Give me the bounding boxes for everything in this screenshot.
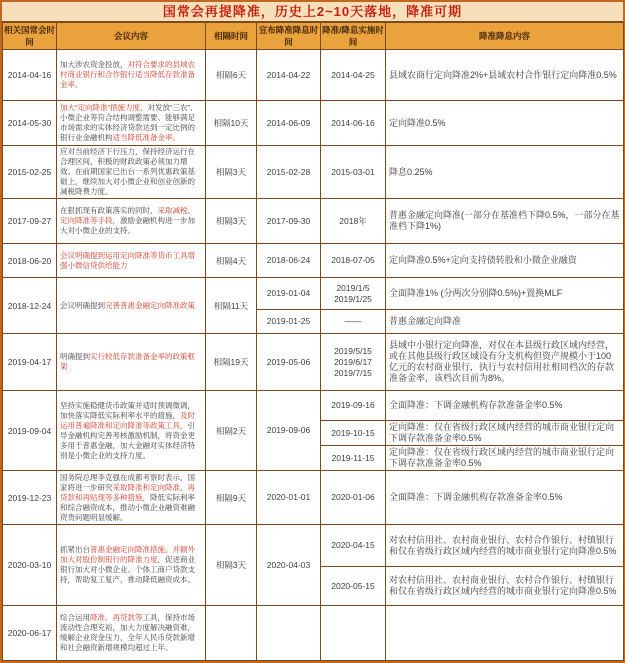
implement-date-cell: [321, 606, 386, 661]
interval-cell: 相隔9天: [206, 471, 257, 525]
announce-date-cell: 2019-05-06: [257, 334, 321, 391]
implement-date-cell: 2019-09-16: [321, 391, 386, 421]
plain-text: 国务院总理李克强在成都考察时表示，国家将进一步研究: [60, 472, 195, 492]
plain-text: 在狠抓现有政策落实的同时，: [60, 206, 158, 215]
header-meeting-content: 会议内容: [57, 23, 206, 50]
policy-detail-cell: [386, 606, 624, 661]
meeting-content-cell: [57, 391, 206, 471]
policy-detail-cell: 普惠金融定向降准: [386, 310, 624, 334]
table-row: [3, 278, 624, 310]
table-row: [3, 244, 624, 278]
highlighted-text: 会议明确提到运用定向降准等货币工具增强小微信贷供给能力: [60, 250, 195, 270]
implement-date-cell: 2014-04-25: [321, 50, 386, 101]
policy-detail-cell: 全面降准：下调金融机构存款准备金率0.5%: [386, 391, 624, 421]
meeting-date-cell: 2020-03-10: [3, 525, 57, 606]
policy-detail-cell: 对农村信用社、农村商业银行、农村合作银行、村镇银行和仅在省级行政区域内经营的城市商业银行定向降准0.5%: [386, 567, 624, 606]
meeting-content-cell: [57, 199, 206, 244]
implement-date-cell: 2019/5/15 2019/6/17 2019/7/15: [321, 334, 386, 391]
interval-cell: 相隔6天: [206, 50, 257, 101]
table-row: [3, 606, 624, 661]
meeting-content-cell: [57, 244, 206, 278]
plain-text: 坚持实施稳健货币政策并适时预调微调，加快落实降低实际利率水平的措施，: [60, 400, 195, 420]
announce-date-cell: 2019-09-06: [257, 391, 321, 471]
implement-date-cell: 2019-11-15: [321, 446, 386, 471]
implement-date-cell: 2020-05-15: [321, 567, 386, 606]
highlighted-text: 完善普惠金融定向降准政策: [105, 300, 195, 310]
plain-text: 工具，保持市场流动性合理充裕，加大力度解决融资难，缓解企业资金压力，全年人民币贷款新增和社会融资新增规模均超过上年。: [60, 613, 195, 652]
announce-date-cell: 2014-06-09: [257, 101, 321, 146]
plain-text: 综合运用: [60, 613, 90, 622]
interval-cell: 相隔3天: [206, 146, 257, 199]
table-row: [3, 199, 624, 244]
meeting-date-cell: 2018-06-20: [3, 244, 57, 278]
plain-text: 激励金融机构进一步加大对小微企业的支持。: [60, 216, 195, 235]
interval-cell: 相隔11天: [206, 278, 257, 334]
highlighted-text: 普惠金融定向降准措施，并额外加大对股份制银行的降准力度，: [60, 545, 195, 564]
implement-date-cell: 2018年: [321, 199, 386, 244]
policy-detail-cell: 普惠金融定向降准(一部分在基准档下降0.5%，一部分在基准档下降1%): [386, 199, 624, 244]
table-row: [3, 146, 624, 199]
meeting-date-cell: 2014-04-16: [3, 50, 57, 101]
announce-date-cell: [257, 606, 321, 661]
interval-cell: 相隔2天: [206, 391, 257, 471]
meeting-content-cell: [57, 334, 206, 391]
meeting-date-cell: 2019-09-04: [3, 391, 57, 471]
policy-detail-cell: 县域农商行定向降准2%+县域农村合作银行定向降准0.5%: [386, 50, 624, 101]
policy-detail-cell: 定向降准0.5%+定向支持债转股和小微企业融资: [386, 244, 624, 278]
implement-date-cell: 2019-10-15: [321, 421, 386, 446]
plain-text: 降低实际利率和综合融资成本，推动小微企业融资难融资贵问题明显缓解。: [60, 492, 195, 522]
plain-text: 促进商业银行加大对小微企业、个体工商户贷款支持，帮助复工复产，推动降低融资成本。: [60, 555, 195, 584]
announce-date-cell: 2014-04-22: [257, 50, 321, 101]
plain-text: 明确提到: [60, 352, 90, 361]
interval-cell: 相隔10天: [206, 101, 257, 146]
interval-cell: 相隔3天: [206, 199, 257, 244]
meeting-content-cell: [57, 471, 206, 525]
implement-date-cell: 2020-01-06: [321, 471, 386, 525]
header-interval: 相隔时间: [206, 23, 257, 50]
announce-date-cell: 2017-09-30: [257, 199, 321, 244]
meeting-content-cell: [57, 146, 206, 199]
header-meeting-date: 相关国常会时间: [3, 23, 57, 50]
header-policy-detail: 降准降息内容: [386, 23, 624, 50]
table-row: [3, 101, 624, 146]
interval-cell: 相隔3天: [206, 525, 257, 606]
meeting-date-cell: 2017-09-27: [3, 199, 57, 244]
implement-date-cell: 2015-03-01: [321, 146, 386, 199]
highlighted-text: 采取减税、定向降准等手段，: [60, 206, 195, 225]
plain-text: 加大涉农资金投放，: [60, 60, 128, 69]
announce-date-cell: 2020-01-01: [257, 471, 321, 525]
interval-cell: [206, 606, 257, 661]
meeting-content-cell: [57, 101, 206, 146]
highlighted-text: 及时运用普遍降准和定向降准等政策工具，: [60, 410, 195, 430]
table-title: 国常会再提降准，历史上2~10天落地，降准可期: [2, 2, 623, 22]
header-announce-date: 宣布降准降息时间: [257, 23, 321, 50]
table-row: [3, 50, 624, 101]
meeting-date-cell: 2019-12-23: [3, 471, 57, 525]
announce-date-cell: 2018-06-24: [257, 244, 321, 278]
table-body: [3, 50, 624, 661]
highlighted-text: 对符合要求的县域农村商业银行和合作银行适当降低存款准备金率。: [60, 60, 195, 89]
meeting-content-cell: [57, 606, 206, 661]
policy-detail-cell: 对农村信用社、农村商业银行、农村合作银行、村镇银行和仅在省级行政区域内经营的城市商业银行定向降准0.5%: [386, 525, 624, 567]
meeting-content-cell: [57, 50, 206, 101]
interval-cell: 相隔4天: [206, 244, 257, 278]
plain-text: 对发放“三农”、小微企业等符合结构调整需要、能够满足市场需求的实体经济贷款达到一定比例的银行业金融机构: [60, 103, 198, 142]
plain-text: 会议明确提到: [60, 300, 105, 310]
table-row: [3, 525, 624, 567]
meeting-date-cell: 2018-12-24: [3, 278, 57, 334]
implement-date-cell: 2014-06-16: [321, 101, 386, 146]
meeting-date-cell: 2019-04-17: [3, 334, 57, 391]
policy-detail-cell: 定向降准0.5%: [386, 101, 624, 146]
announce-date-cell: 2019-01-04: [257, 278, 321, 310]
plain-text: 抓紧出台: [60, 545, 90, 554]
highlighted-text: 加大“定向降准”措施力度，: [60, 103, 148, 112]
header-implement-date: 降准/降息实施时间: [321, 23, 386, 50]
meeting-date-cell: 2014-05-30: [3, 101, 57, 146]
policy-detail-cell: 全面降准：下调金融机构存款准备金率0.5%: [386, 471, 624, 525]
meeting-content-cell: [57, 525, 206, 606]
header-row: [3, 23, 624, 50]
meeting-content-cell: [57, 278, 206, 334]
policy-detail-cell: 全面降准1% (分两次分别降0.5%)+置换MLF: [386, 278, 624, 310]
policy-detail-cell: 降息0.25%: [386, 146, 624, 199]
implement-date-cell: ——: [321, 310, 386, 334]
implement-date-cell: 2020-04-15: [321, 525, 386, 567]
announce-date-cell: 2015-02-28: [257, 146, 321, 199]
meeting-date-cell: 2015-02-25: [3, 146, 57, 199]
highlighted-text: 适当降低准备金率。: [112, 133, 180, 142]
announce-date-cell: 2019-01-25: [257, 310, 321, 334]
interval-cell: 相隔19天: [206, 334, 257, 391]
policy-detail-cell: 定向降准：仅在省级行政区域内经营的城市商业银行定向下调存款准备金率0.5%: [386, 446, 624, 471]
plain-text: 应对当前经济下行压力，保持经济运行在合理区间，积极的财政政策必须加力增效。在前期国家已出台一系列优惠政策基础上，继续加大对小微企业和创业创新的减税降费力度。: [60, 147, 195, 196]
implement-date-cell: 2019/1/5 2019/1/25: [321, 278, 386, 310]
highlighted-text: 实行较低存款准备金率的政策框架: [60, 352, 195, 371]
highlighted-text: 降准、再贷款等: [90, 613, 143, 622]
highlighted-text: 采取降准和定向降准、再贷款和再贴现等多种措施，: [60, 482, 195, 502]
plain-text: 引导金融机构完善考核激励机制，将资金更多用于普惠金融，加大金融对实体经济特别是小微企业的支持力度。: [60, 420, 195, 460]
rrr-cut-history-table: [2, 22, 624, 661]
policy-detail-cell: 定向降准：仅在省级行政区域内经营的城市商业银行定向下调存款准备金率0.5%: [386, 421, 624, 446]
implement-date-cell: 2018-07-05: [321, 244, 386, 278]
table-row: [3, 391, 624, 421]
table-row: [3, 471, 624, 525]
meeting-date-cell: 2020-06-17: [3, 606, 57, 661]
announce-date-cell: 2020-04-03: [257, 525, 321, 606]
policy-detail-cell: 县域中小银行定向降准，对仅在本县级行政区域内经营，或在其他县级行政区域设有分支机构但资产规模小于100亿元的农村商业银行，执行与农村信用社相同档次的存款准备金率，该档次目前为8%。: [386, 334, 624, 391]
table-row: [3, 334, 624, 391]
